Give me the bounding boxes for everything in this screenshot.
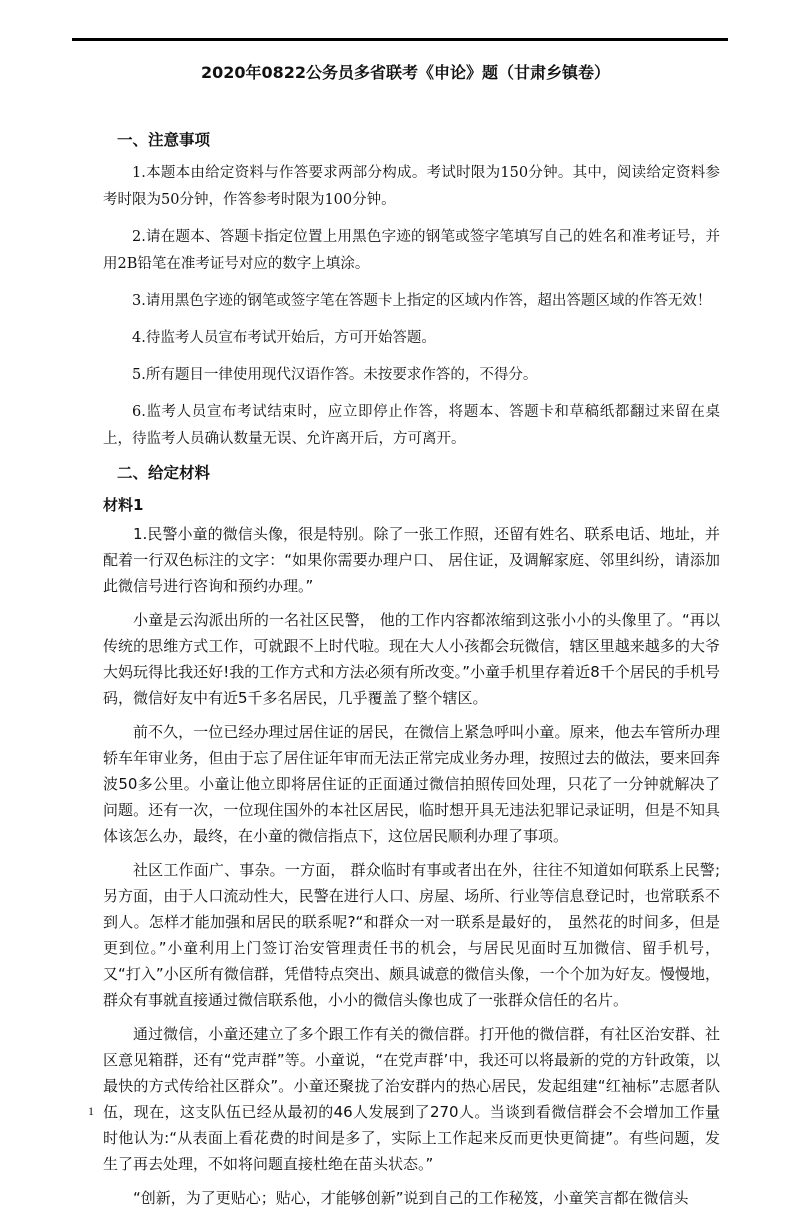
notice-item-5: 5.所有题目一律使用现代汉语作答。未按要求作答的，不得分。 <box>132 367 538 383</box>
material-paragraph-5: 通过微信，小童还建立了多个跟工作有关的微信群。打开他的微信群，有社区治安群、社区意见箱群，还有“党声群”等。小童说，“在党声群’中，我还可以将最新的党的方针政策，以最快的方式传给社区群众”。小童还聚拢了治安群内的热心居民，发起组建“红袖标”志愿者队伍，现在，这支队伍已经从最初的46人发展到了270人。当谈到看微信群会不会增加工作量时他认为:“从表面上看花费的时间是多了，实际上工作起来反而更快更简捷”。有些问题，发生了再去处理，不如将问题直接杜绝在苗头状态。” <box>103 1025 720 1173</box>
material-paragraph-6: “创新，为了更贴心；贴心，才能够创新”说到自己的工作秘笈，小童笑言都在微信头 <box>133 1189 689 1207</box>
header-rule <box>72 38 728 41</box>
material-paragraph-2: 小童是云沟派出所的一名社区民警， 他的工作内容都浓缩到这张小小的头像里了。“再以传统的思维方式工作，可就跟不上时代啦。现在大人小孩都会玩微信，辖区里越来越多的大爷大妈玩得比我还好!我的工作方式和方法必须有所改变。”小童手机里存着近8千个居民的手机号码，微信好友中有近5千多名居民，几乎覆盖了整个辖区。 <box>103 611 720 707</box>
notice-item-3: 3.请用黑色字迹的钢笔或签字笔在答题卡上指定的区域内作答，超出答题区域的作答无效！ <box>132 293 712 309</box>
notice-heading: 一、注意事项 <box>117 131 211 149</box>
material-paragraph-4: 社区工作面广、事杂。一方面， 群众临时有事或者出在外，往往不知道如何联系上民警;另方面，由于人口流动性大，民警在进行人口、房屋、场所、行业等信息登记时，也常联系不到人。怎样才能加强和居民的联系呢?“和群众一对一联系是最好的， 虽然花的时间多，但是更到位。”小童利用上门签订治安管理责任书的机会，与居民见面时互加微信、留手机号，又“打入”小区所有微信群，凭借特点突出、颇具诚意的微信头像，一个个加为好友。慢慢地，群众有事就直接通过微信联系他，小小的微信头像也成了一张群众信任的名片。 <box>103 861 720 1009</box>
notice-list <box>103 160 720 453</box>
page-number: 1 <box>88 1104 94 1118</box>
materials-heading: 二、给定材料 <box>117 464 211 482</box>
material-1-title: 材料1 <box>103 496 144 514</box>
document-title: 2020年0822公务员多省联考《申论》题（甘肃乡镇卷） <box>200 63 611 82</box>
material-paragraph-1: 1.民警小童的微信头像，很是特别。除了一张工作照，还留有姓名、联系电话、地址，并配着一行双色标注的文字：“如果你需要办理户口、 居住证，及调解家庭、邻里纠纷，请添加此微信号进行咨询和预约办理。” <box>103 525 720 595</box>
notice-item-1: 1.本题本由给定资料与作答要求两部分构成。考试时限为150分钟。其中，阅读给定资料参考时限为50分钟，作答参考时限为100分钟。 <box>103 165 720 208</box>
notice-item-6: 6.监考人员宣布考试结束时，应立即停止作答，将题本、答题卡和草稿纸都翻过来留在桌上，待监考人员确认数量无误、允许离开后，方可离开。 <box>103 404 720 447</box>
material-paragraph-3: 前不久，一位已经办理过居住证的居民，在微信上紧急呼叫小童。原来，他去车管所办理轿车年审业务，但由于忘了居住证年审而无法正常完成业务办理，按照过去的做法，要来回奔波50多公里。小童让他立即将居住证的正面通过微信拍照传回处理，只花了一分钟就解决了问题。还有一次，一位现住国外的本社区居民，临时想开具无违法犯罪记录证明，但是不知具体该怎么办，最终，在小童的微信指点下，这位居民顺利办理了事项。 <box>103 723 720 845</box>
page-content <box>103 62 720 1219</box>
notice-item-2: 2.请在题本、答题卡指定位置上用黑色字迹的钢笔或签字笔填写自己的姓名和准考证号，并用2B铅笔在准考证号对应的数字上填涂。 <box>103 229 720 272</box>
notice-item-4: 4.待监考人员宣布考试开始后，方可开始答题。 <box>132 330 436 346</box>
